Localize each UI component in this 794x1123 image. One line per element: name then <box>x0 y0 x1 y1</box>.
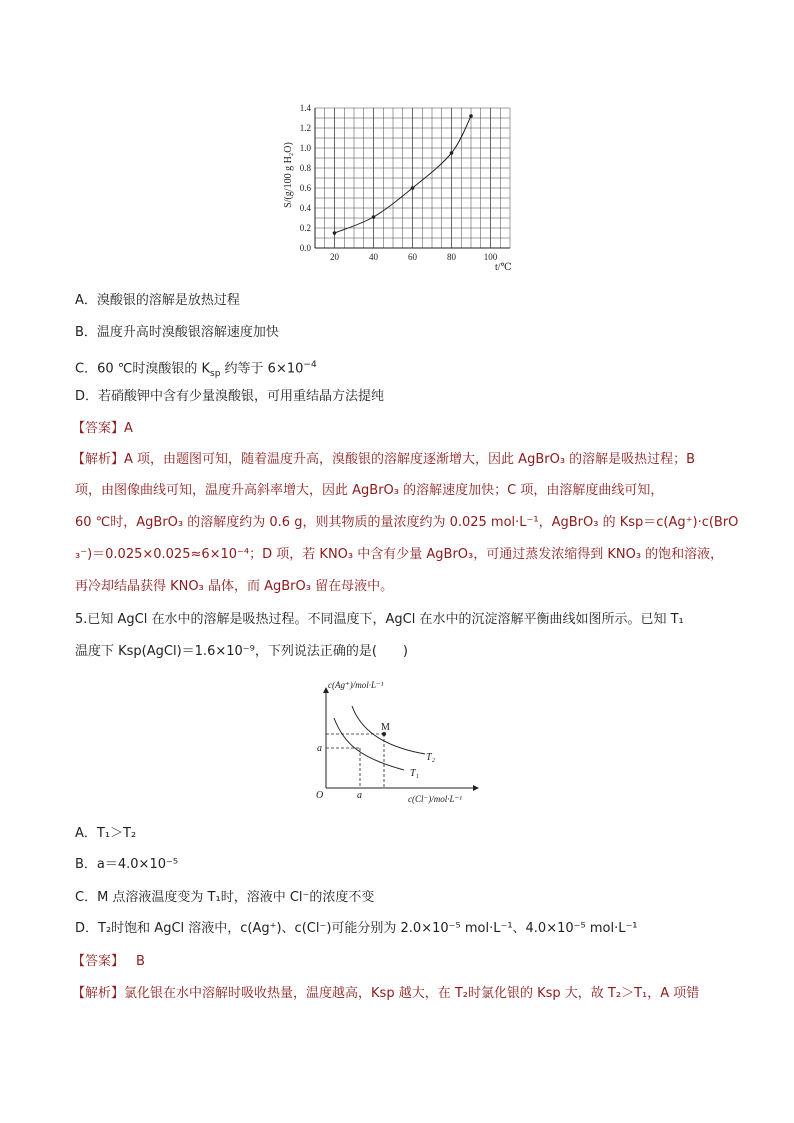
q4-answer: 【答案】A <box>72 421 133 436</box>
q5-stem-line2: 温度下 Ksp(AgCl)＝1.6×10⁻⁹，下列说法正确的是( ) <box>75 644 408 659</box>
y-tick-label: 0.8 <box>299 163 311 173</box>
origin-label: O <box>316 790 324 801</box>
data-point <box>333 231 337 235</box>
x-tick-label: 40 <box>369 252 378 262</box>
chart2-x-label: c(Cl⁻)/mol·L⁻¹ <box>408 794 462 804</box>
q5-option-b: B．a＝4.0×10⁻⁵ <box>75 857 179 872</box>
q5-option-a: A．T₁＞T₂ <box>75 826 137 841</box>
q4-option-d: D．若硝酸钾中含有少量溴酸银，可用重结晶方法提纯 <box>75 389 385 404</box>
q4-option-c: C．60 ℃时溴酸银的 $K_{sp}$ 约等于 $6\times 10^{-4}$ <box>75 360 317 379</box>
q5-option-c: C．M 点溶液温度变为 T₁时，溶液中 Cl⁻的浓度不变 <box>75 890 375 905</box>
solubility-chart <box>275 100 535 275</box>
q5-answer: 【答案】 B <box>72 954 145 969</box>
data-point <box>469 114 473 118</box>
y-tick-label: 0.6 <box>299 183 311 193</box>
q4-analysis-line4: ₃⁻)＝0.025×0.025≈6×10⁻⁴；D 项，若 KNO₃ 中含有少量 AgBrO₃，可通过蒸发浓缩得到 KNO₃ 的饱和溶液， <box>75 547 724 562</box>
data-point <box>411 186 415 190</box>
data-point <box>372 215 376 219</box>
q4-option-a: A．溴酸银的溶解是放热过程 <box>75 293 240 308</box>
x-tick-label: 80 <box>447 252 456 262</box>
y-tick-label: 0.0 <box>299 243 311 253</box>
agcl-equilibrium-chart <box>300 676 500 806</box>
a-x-label: a <box>357 790 362 801</box>
q5-analysis-line1: 【解析】氯化银在水中溶解时吸收热量，温度越高，Ksp 越大，在 T₂时氯化银的 Ksp 大，故 T₂＞T₁，A 项错 <box>72 986 700 1001</box>
curve-t1 <box>334 718 404 770</box>
t2-label: T₂ <box>426 752 436 763</box>
y-tick-label: 1.4 <box>299 103 311 113</box>
q5-stem-line1: 5.已知 AgCl 在水中的溶解是吸热过程。不同温度下，AgCl 在水中的沉淀溶解平衡曲线如图所示。已知 T₁ <box>75 612 684 627</box>
y-axis-label: S/(g/100 g H₂O) <box>283 142 294 208</box>
data-point <box>450 151 454 155</box>
q4-analysis-line2: 项，由图像曲线可知，温度升高斜率增大，因此 AgBrO₃ 的溶解速度加快；C 项，由溶解度曲线可知， <box>75 483 664 498</box>
q4-analysis-line3: 60 ℃时，AgBrO₃ 的溶解度约为 0.6 g，则其物质的量浓度约为 0.025 mol·L⁻¹，AgBrO₃ 的 Ksp＝c(Ag⁺)·c(BrO <box>75 515 739 530</box>
q4-option-b: B．温度升高时溴酸银溶解速度加快 <box>75 325 279 340</box>
y-tick-label: 1.2 <box>299 123 311 133</box>
q5-option-d: D．T₂时饱和 AgCl 溶液中，c(Ag⁺)、c(Cl⁻)可能分别为 2.0×10⁻⁵ mol·L⁻¹、4.0×10⁻⁵ mol·L⁻¹ <box>75 921 638 936</box>
q4-analysis-line1: 【解析】A 项，由题图可知，随着温度升高，溴酸银的溶解度逐渐增大，因此 AgBrO₃ 的溶解是吸热过程；B <box>72 452 696 467</box>
x-tick-label: 100 <box>483 252 498 262</box>
y-tick-label: 0.2 <box>299 223 311 233</box>
x-tick-label: 20 <box>330 252 339 262</box>
x-tick-label: 60 <box>408 252 417 262</box>
q4-analysis-line5: 再冷却结晶获得 KNO₃ 晶体，而 AgBrO₃ 留在母液中。 <box>75 579 394 594</box>
x-axis-label: t/℃ <box>495 262 512 273</box>
y-tick-label: 0.4 <box>299 203 311 213</box>
chart2-y-label: c(Ag⁺)/mol·L⁻¹ <box>328 680 384 690</box>
y-tick-label: 1.0 <box>299 143 311 153</box>
a-y-label: a <box>317 743 322 754</box>
t1-label: T₁ <box>410 768 420 779</box>
point-m-label: M <box>381 722 390 733</box>
